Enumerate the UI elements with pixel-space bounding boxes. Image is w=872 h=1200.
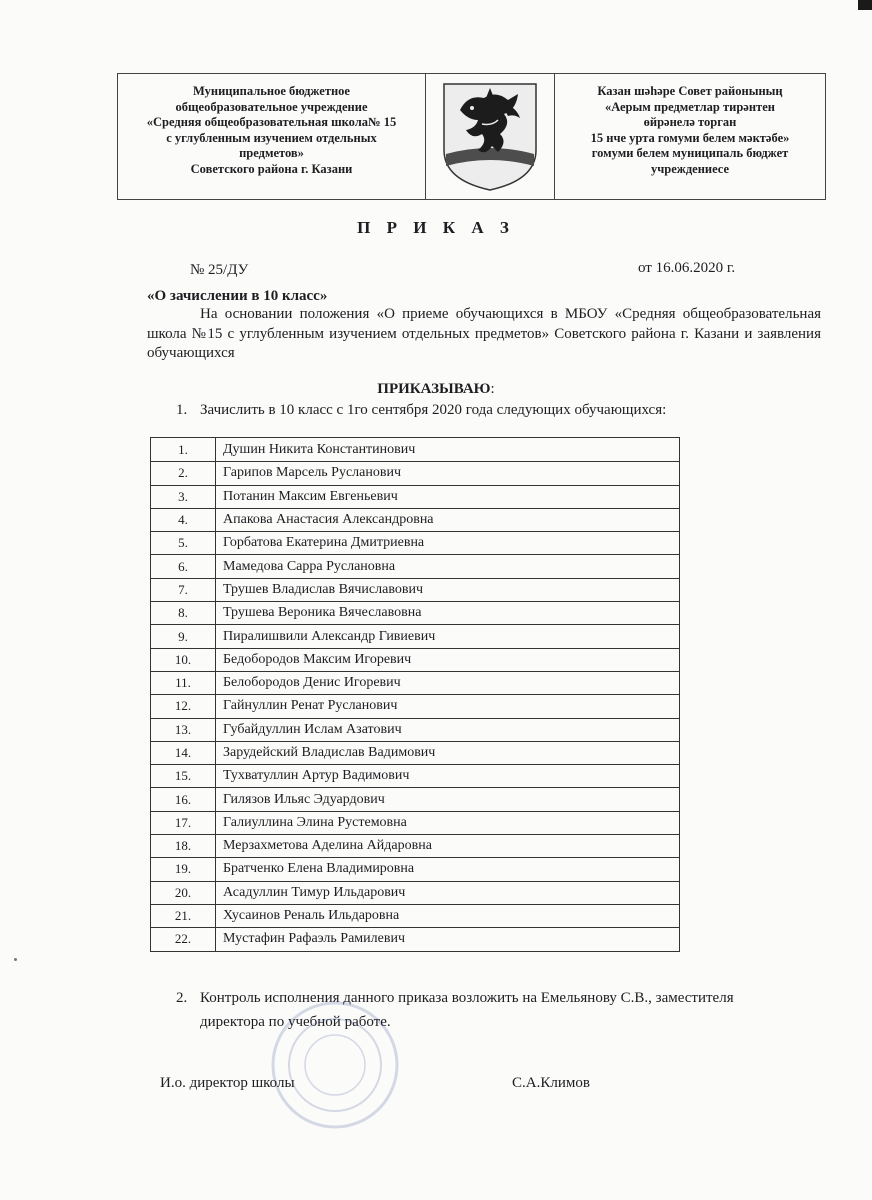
document-title: П Р И К А З [357, 218, 515, 237]
student-name: Хусаинов Реналь Ильдаровна [223, 908, 400, 924]
student-name: Гарипов Марсель Русланович [223, 465, 402, 481]
row-number: 17. [151, 812, 216, 834]
signer-name: С.А.Климов [512, 1075, 590, 1091]
table-row [151, 508, 679, 531]
table-row [151, 857, 679, 880]
letterhead-line: с углубленным изучением отдельных [166, 130, 377, 145]
row-number: 1. [151, 438, 216, 461]
scan-dust-dot [14, 958, 17, 961]
table-row [151, 554, 679, 577]
letterhead-line: 15 нче урта гомуми белем мәктәбе» [590, 130, 790, 145]
letterhead-line: общеобразовательное учреждение [175, 99, 368, 114]
row-number: 10. [151, 649, 216, 671]
item-text-continued: директора по учебной работе. [200, 1014, 391, 1030]
table-row [151, 461, 679, 484]
kazan-coat-of-arms-icon [438, 80, 542, 192]
student-name: Трушев Владислав Вячиславович [223, 581, 423, 597]
letterhead-russian [118, 74, 426, 199]
student-name: Душин Никита Константинович [223, 441, 416, 457]
signer-title: И.о. директор школы [160, 1075, 295, 1091]
row-number: 6. [151, 555, 216, 577]
student-name: Тухватуллин Артур Вадимович [223, 768, 410, 784]
order-subject: «О зачислении в 10 класс» [147, 288, 328, 304]
student-name: Потанин Максим Евгеньевич [223, 488, 398, 504]
table-row [151, 671, 679, 694]
student-name: Мерзахметова Аделина Айдаровна [223, 838, 432, 854]
letterhead-line: Муниципальное бюджетное [192, 84, 350, 98]
row-number: 7. [151, 579, 216, 601]
item-number: 1. [176, 402, 188, 418]
table-row [151, 904, 679, 927]
table-row [151, 601, 679, 624]
student-name: Мустафин Рафаэль Рамилевич [223, 931, 405, 947]
row-number: 5. [151, 532, 216, 554]
table-row [151, 787, 679, 810]
table-row [151, 811, 679, 834]
letterhead-line: өйрәнелә торган [643, 115, 737, 129]
letterhead-line: «Аерым предметлар тирәнтен [605, 99, 775, 114]
item-text: Зачислить в 10 класс с 1го сентября 2020 года следующих обучающихся: [200, 402, 667, 418]
student-name: Асадуллин Тимур Ильдарович [223, 884, 406, 900]
row-number: 2. [151, 462, 216, 484]
table-row [151, 624, 679, 647]
student-name: Галиуллина Элина Рустемовна [223, 814, 407, 830]
order-heading [0, 381, 872, 398]
row-number: 21. [151, 905, 216, 927]
row-number: 8. [151, 602, 216, 624]
table-row [151, 927, 679, 950]
row-number: 11. [151, 672, 216, 694]
students-table [150, 437, 680, 952]
table-row [151, 834, 679, 857]
row-number: 20. [151, 882, 216, 904]
order-basis-paragraph [147, 305, 821, 364]
letterhead-line: «Средняя общеобразовательная школа№ 15 [146, 115, 397, 129]
order-number: № 25/ДУ [190, 262, 249, 278]
table-row [151, 764, 679, 787]
table-row [151, 648, 679, 671]
item-number: 2. [176, 990, 188, 1006]
letterhead [117, 73, 826, 200]
row-number: 18. [151, 835, 216, 857]
student-name: Гилязов Ильяс Эдуардович [223, 791, 385, 807]
table-row [151, 694, 679, 717]
student-name: Трушева Вероника Вячеславовна [223, 605, 422, 621]
order-colon: : [490, 381, 495, 397]
row-number: 19. [151, 858, 216, 880]
table-row [151, 531, 679, 554]
student-name: Мамедова Сарра Руслановна [223, 558, 396, 574]
table-row [151, 741, 679, 764]
row-number: 12. [151, 695, 216, 717]
student-name: Братченко Елена Владимировна [223, 861, 415, 877]
letterhead-line: учреждениесе [650, 161, 730, 176]
table-row [151, 718, 679, 741]
row-number: 16. [151, 788, 216, 810]
table-row [151, 485, 679, 508]
letterhead-line: Казан шәһәре Совет районының [597, 84, 783, 98]
student-name: Губайдуллин Ислам Азатович [223, 721, 402, 737]
student-name: Пиралишвили Александр Гивиевич [223, 628, 436, 644]
order-word: ПРИКАЗЫВАЮ [377, 381, 491, 397]
item-text: Контроль исполнения данного приказа возложить на Емельянову С.В., заместителя [200, 990, 734, 1006]
row-number: 9. [151, 625, 216, 647]
letterhead-emblem-cell [426, 74, 555, 199]
student-name: Апакова Анастасия Александровна [223, 512, 434, 528]
letterhead-line: предметов» [239, 146, 304, 160]
table-row [151, 578, 679, 601]
table-row [151, 438, 679, 461]
letterhead-line: гомуми белем муниципаль бюджет [591, 146, 789, 160]
student-name: Гайнуллин Ренат Русланович [223, 698, 398, 714]
order-date: от 16.06.2020 г. [638, 260, 736, 276]
row-number: 4. [151, 509, 216, 531]
order-item-1 [176, 402, 666, 419]
student-name: Бедобородов Максим Игоревич [223, 651, 412, 667]
row-number: 22. [151, 928, 216, 950]
row-number: 15. [151, 765, 216, 787]
scan-corner-mark [858, 0, 872, 10]
row-number: 3. [151, 486, 216, 508]
letterhead-tatar [555, 74, 825, 199]
student-name: Белобородов Денис Игоревич [223, 675, 401, 691]
order-basis-text: На основании положения «О приеме обучающихся в МБОУ «Средняя общеобразовательная школа №15 с углубленным изучением отдельных предметов» Советского района г. Казани и заявления обучающихся [147, 306, 821, 361]
letterhead-line: Советского района г. Казани [190, 161, 353, 176]
student-name: Зарудейский Владислав Вадимович [223, 745, 436, 760]
row-number: 13. [151, 719, 216, 741]
round-seal-stamp-icon [245, 1000, 425, 1130]
row-number: 14. [151, 742, 216, 764]
student-name: Горбатова Екатерина Дмитриевна [223, 535, 425, 551]
table-row [151, 881, 679, 904]
